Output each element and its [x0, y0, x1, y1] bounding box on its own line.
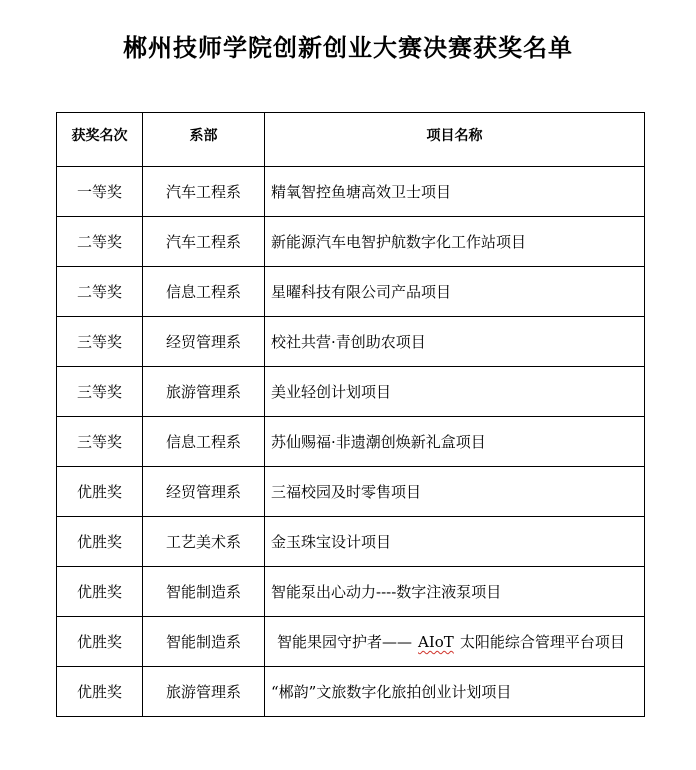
- cell-rank: 三等奖: [57, 367, 143, 417]
- cell-dept: 经贸管理系: [143, 317, 265, 367]
- table-row: [57, 517, 645, 567]
- cell-rank: 二等奖: [57, 217, 143, 267]
- cell-project: [265, 667, 645, 717]
- cell-rank: 优胜奖: [57, 667, 143, 717]
- project-text: 新能源汽车电智护航数字化工作站项目: [271, 233, 527, 251]
- project-text: 苏仙赐福·非遗潮创焕新礼盒项目: [271, 433, 486, 451]
- table-row: [57, 317, 645, 367]
- cell-rank: 优胜奖: [57, 567, 143, 617]
- cell-rank: 优胜奖: [57, 467, 143, 517]
- cell-project: [265, 167, 645, 217]
- table-row: [57, 567, 645, 617]
- header-project: 项目名称: [265, 113, 645, 167]
- awards-table: [56, 112, 645, 717]
- project-text: 美业轻创计划项目: [271, 383, 392, 401]
- project-text: 金玉珠宝设计项目: [271, 533, 392, 551]
- project-text: 智能泵出心动力----数字注液泵项目: [271, 583, 502, 601]
- cell-rank: 优胜奖: [57, 617, 143, 667]
- cell-dept: 旅游管理系: [143, 367, 265, 417]
- cell-dept: 信息工程系: [143, 417, 265, 467]
- table-row: [57, 217, 645, 267]
- cell-dept: 汽车工程系: [143, 167, 265, 217]
- cell-project: [265, 367, 645, 417]
- spellcheck-marked-word: AIoT: [418, 633, 454, 651]
- cell-dept: 经贸管理系: [143, 467, 265, 517]
- table-row: [57, 417, 645, 467]
- project-text: 校社共营·青创助农项目: [271, 333, 426, 351]
- project-text: 三福校园及时零售项目: [271, 483, 422, 501]
- table-row: [57, 367, 645, 417]
- project-text: “郴韵”文旅数字化旅拍创业计划项目: [271, 683, 512, 701]
- header-dept: 系部: [143, 113, 265, 167]
- cell-dept: 旅游管理系: [143, 667, 265, 717]
- cell-dept: 工艺美术系: [143, 517, 265, 567]
- cell-project: [265, 217, 645, 267]
- cell-dept: 智能制造系: [143, 567, 265, 617]
- project-text: [265, 631, 625, 652]
- cell-rank: 三等奖: [57, 417, 143, 467]
- cell-project: [265, 417, 645, 467]
- cell-dept: 信息工程系: [143, 267, 265, 317]
- cell-rank: 二等奖: [57, 267, 143, 317]
- cell-rank: 优胜奖: [57, 517, 143, 567]
- project-text: 星曜科技有限公司产品项目: [271, 283, 452, 301]
- cell-project: [265, 317, 645, 367]
- cell-project: [265, 267, 645, 317]
- cell-rank: 三等奖: [57, 317, 143, 367]
- table-header-row: [57, 113, 645, 167]
- cell-project: [265, 617, 645, 667]
- table-row: [57, 667, 645, 717]
- cell-project: [265, 467, 645, 517]
- cell-project: [265, 567, 645, 617]
- page-title: 郴州技师学院创新创业大赛决赛获奖名单: [123, 33, 573, 62]
- table-row: [57, 617, 645, 667]
- cell-project: [265, 517, 645, 567]
- project-text: 精氧智控鱼塘高效卫士项目: [271, 183, 452, 201]
- table-row: [57, 167, 645, 217]
- project-text-post: 太阳能综合管理平台项目: [459, 633, 625, 651]
- cell-rank: 一等奖: [57, 167, 143, 217]
- cell-dept: 汽车工程系: [143, 217, 265, 267]
- table-row: [57, 267, 645, 317]
- header-rank: 获奖名次: [57, 113, 143, 167]
- cell-dept: 智能制造系: [143, 617, 265, 667]
- project-text-pre: 智能果园守护者——: [277, 633, 413, 651]
- table-row: [57, 467, 645, 517]
